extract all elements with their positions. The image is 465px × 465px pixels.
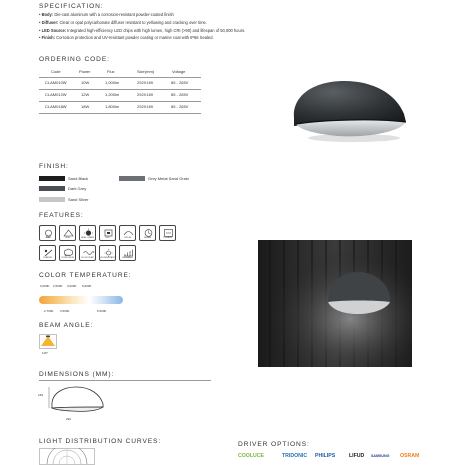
dimensions-title: DIMENSIONS (MM): [39,371,115,378]
cri-icon [119,225,136,241]
dimmable-icon [119,245,136,261]
coating-icon [39,245,56,261]
lumen-glyph [82,228,95,238]
color-temperature-bar [39,296,123,304]
light-distribution-chart [39,448,95,465]
table-cell: 292X169 [137,92,154,97]
feature-label: CRI>90 [123,237,132,240]
no-flicker-icon [79,245,96,261]
finish-label: Dark Grey [68,186,87,191]
driver-options-title: DRIVER OPTIONS: [238,441,310,448]
table-row [39,79,201,89]
dimension-height: 169 [38,393,44,397]
feature-label: LED [105,237,110,240]
coating-glyph [42,248,55,258]
feature-label: 50000H [143,237,152,240]
feature-label: COATING [42,257,53,260]
ip66-glyph [42,228,55,238]
table-divider [39,113,201,114]
lifespan-icon [139,225,156,241]
specification-title: SPECIFICATION: [39,3,104,10]
table-cell: 1,800lm [105,104,120,109]
table-cell: 85 - 265V [171,80,189,85]
ordering-table [39,68,201,116]
table-cell: 18W [81,104,90,109]
driver-logo-lifud: LIFUD [349,453,365,459]
table-cell: CLAM018W [45,104,67,109]
table-header-cell: Size(mm) [137,69,155,74]
dimension-width: 292 [66,417,72,421]
ik08-icon [59,225,76,241]
table-divider [39,101,201,102]
cct-top-label: 2,500K [53,284,63,288]
cct-top-label: 5,000K [82,284,92,288]
table-cell: 10W [81,80,90,85]
ik08-glyph [62,228,75,238]
spec-line-diffuser: • Diffuser: Clear or opal polycarbonate diffuser resistant to yellowing and cracking over time. [39,19,207,25]
table-divider [39,77,201,78]
feature-label: ANTI-CORROSION [61,255,74,260]
dimension-drawing [46,384,106,414]
cct-bottom-label: 2,700K [44,309,54,313]
driver-logo-cooluce: COOLUCE [238,453,264,459]
lumen-icon [79,225,96,241]
cct-top-label: 3,000K [67,284,77,288]
feature-label: 5 YEARS [163,237,172,240]
feature-label: NO FLICKER [81,257,94,260]
installation-photo [258,240,412,367]
product-image [282,76,414,144]
ip66-icon [39,225,56,241]
cct-top-label: 2,000K [40,284,50,288]
lifespan-glyph [142,228,155,238]
feature-label: UV RESISTANT [100,257,115,260]
table-divider [39,89,201,90]
specification-list [39,11,339,42]
feature-label: DIMMABLE [122,257,133,260]
feature-label: HIGH LUMEN [80,237,95,240]
led-chip-glyph [102,228,115,238]
feature-label: IP66 [45,237,50,240]
cri-glyph [122,228,135,238]
table-cell: 292X169 [137,80,154,85]
beam-angle-value: 115° [42,351,48,355]
table-header-cell: Code [51,69,61,74]
led-chip-icon [99,225,116,241]
finish-label: Sand Silver [68,197,89,202]
spec-line-body: • Body: Die-cast aluminum with a corrosion-resistant powder-coated finish [39,12,174,17]
table-cell: 85 - 265V [171,104,189,109]
warranty-glyph [162,228,175,238]
finish-label: Grey Metal Sand Grain [148,176,189,181]
driver-logo-philips: PHILIPS [315,453,336,459]
finish-swatch-sand-black [39,176,65,181]
features-grid [39,225,179,265]
uv-resistant-icon [99,245,116,261]
spec-line-finish: • Finish: Corrosion protection and UV-resistant powder coating or marine coat with IP66 Sealed. [39,35,214,41]
table-row [39,103,201,113]
finish-label: Sand Black [68,176,89,181]
beam-angle-icon [39,334,57,349]
table-header-cell: Flux [107,69,115,74]
light-distribution-title: LIGHT DISTRIBUTION CURVES: [39,438,162,445]
table-cell: CLAM012W [45,92,67,97]
color-temperature-title: COLOR TEMPERATURE: [39,272,132,279]
feature-label: IK08 [65,237,70,240]
finish-swatch-sand-silver [39,197,65,202]
table-cell: 12W [81,92,90,97]
table-cell: 1,000lm [105,80,120,85]
ordering-title: ORDERING CODE: [39,56,110,63]
table-row [39,91,201,101]
no-flicker-glyph [82,248,95,258]
table-cell: CLAM010W [45,80,67,85]
driver-logo-samsung: SAMSUNG [371,454,390,458]
cct-bottom-label: 3,500K [60,309,70,313]
driver-logos [238,453,428,463]
driver-logo-tridonic: TRIDONIC [282,453,308,459]
finish-title: FINISH: [39,163,69,170]
table-header-cell: Voltage [172,69,186,74]
features-title: FEATURES: [39,212,84,219]
table-cell: 85 - 265V [171,92,189,97]
dimensions-rule [39,380,211,381]
uv-resistant-glyph [102,248,115,258]
cct-bottom-label: 6,500K [97,309,107,313]
beam-angle-title: BEAM ANGLE: [39,322,94,329]
finish-swatch-dark-grey [39,186,65,191]
table-cell: 292X169 [137,104,154,109]
driver-logo-osram: OSRAM [400,453,420,459]
dimmable-glyph [122,248,135,258]
finish-swatch-grey-metal-sand-grain [119,176,145,181]
warranty-icon [159,225,176,241]
anti-corrosion-icon [59,245,76,261]
table-cell: 1,200lm [105,92,120,97]
table-header-cell: Power [79,69,91,74]
spec-line-led-source: • LED Source: Integrated high-efficiency LED chips with high lumen, high CRI (>90) and lifespan of 50,000 hours. [39,27,246,33]
